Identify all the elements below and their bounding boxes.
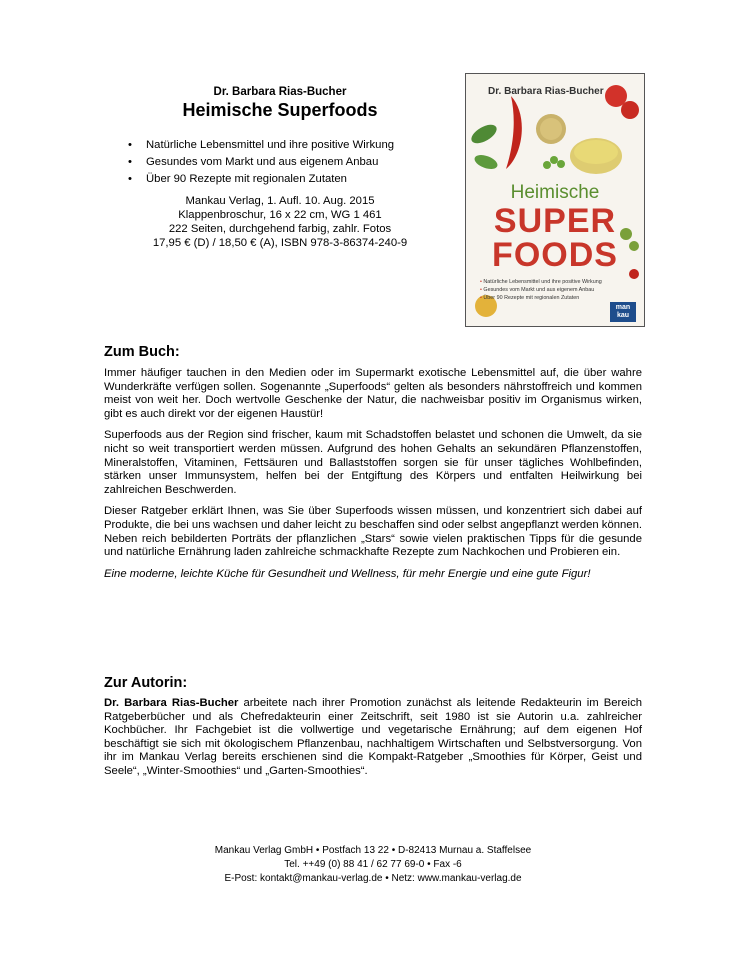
cover-title-line1: Heimische bbox=[510, 182, 600, 203]
author-bio-text: arbeitete nach ihrer Promotion zunächst als leitende Redakteurin im Bereich Ratgeberbücher und als Chefredakteurin einer Zeitschrift, seit 1980 ist sie Autorin u.a. zahlreicher Kochbücher. Ihr Fachgebiet ist die vollwertige und vegetarische Ernährung; auf dem eigenen Hof beschäftigt sie sich mit ökologischem Pflanzenbau, nachhaltigem Wirtschaften und Selbstversorgung. Von ihr im Mankau Verlag bereits erschienen sind die Kompakt-Ratgeber „Smoothies für Körper, Geist und Seele“, „Winter-Smoothies“ und „Garten-Smoothies“. bbox=[104, 697, 642, 777]
feature-item: • Gesundes vom Markt und aus eigenem Anbau bbox=[128, 154, 460, 171]
paragraph: Immer häufiger tauchen in den Medien oder im Supermarkt exotische Lebensmittel auf, die über wahre Wunderkräfte verfügen sollen. Sogenannte „Superfoods“ gelten als besonders nährstoffreich und kommen meist von weit her. Doch wertvolle Geschenke der Natur, die nachweisbar positiv im Organismus wirken, gibt es auch direkt vor der eigenen Haustür! bbox=[104, 367, 642, 420]
footer-contact: E-Post: kontakt@mankau-verlag.de • Netz: www.mankau-verlag.de bbox=[224, 873, 522, 884]
footer bbox=[0, 844, 746, 886]
book-title: Heimische Superfoods bbox=[182, 100, 378, 120]
publication-info bbox=[100, 194, 460, 250]
paragraph: Dieser Ratgeber erklärt Ihnen, was Sie über Superfoods wissen müssen, und konzentriert sich dabei auf Produkte, die bei uns wachsen und daher leicht zu beschaffen sind oder selbst angepflanzt werden können. Neben reich bebilderten Porträts der pflanzlichen „Stars“ sowie vielen praktischen Tipps für die gesunde und natürliche Ernährung laden zahlreiche schmackhafte Rezepte zum Nachkochen und Probieren ein. bbox=[104, 505, 643, 559]
cover-feature-item: • Natürliche Lebensmittel und ihre positive Wirkung bbox=[480, 278, 640, 286]
cover-title-line2: SUPER bbox=[493, 202, 617, 240]
paragraph: Superfoods aus der Region sind frischer, kaum mit Schadstoffen belastet und schonen die Umwelt, da sie nicht so weit transportiert werden müssen. Aufgrund des hohen Gehalts an sekundären Pflanzenstoffen, Mineralstoffen, Vitaminen, Fettsäuren und Ballaststoffen sorgen sie für unser tägliches Wohlbefinden, stärken unser Immunsystem, helfen bei der Entgiftung des Körpers und entfalten Heilwirkung bei zahlreichen Beschwerden. bbox=[104, 429, 642, 496]
feature-item: • Natürliche Lebensmittel und ihre positive Wirkung bbox=[128, 137, 460, 154]
cover-author: Dr. Barbara Rias-Bucher bbox=[488, 86, 604, 97]
header-block bbox=[100, 86, 460, 250]
footer-address: Mankau Verlag GmbH • Postfach 13 22 • D-82413 Murnau a. Staffelsee bbox=[214, 845, 532, 856]
publisher-logo bbox=[610, 302, 636, 322]
closing-statement: Eine moderne, leichte Küche für Gesundheit und Wellness, für mehr Energie und eine gute Figur! bbox=[104, 567, 591, 580]
pubinfo-line: Mankau Verlag, 1. Aufl. 10. Aug. 2015 bbox=[185, 195, 375, 207]
cover-title-line3: FOODS bbox=[492, 236, 618, 274]
footer-phone: Tel. ++49 (0) 88 41 / 62 77 69-0 • Fax -6 bbox=[284, 859, 462, 870]
author-bio bbox=[104, 697, 642, 779]
pubinfo-line: Klappenbroschur, 16 x 22 cm, WG 1 461 bbox=[178, 209, 382, 221]
zum-buch-body bbox=[104, 367, 642, 589]
section-heading-zum-buch: Zum Buch: bbox=[104, 344, 180, 360]
pubinfo-line: 222 Seiten, durchgehend farbig, zahlr. Fotos bbox=[168, 223, 392, 235]
feature-list bbox=[128, 137, 460, 188]
logo-top: man bbox=[615, 304, 631, 311]
author-bio-name: Dr. Barbara Rias-Bucher bbox=[104, 697, 239, 709]
pubinfo-line: 17,95 € (D) / 18,50 € (A), ISBN 978-3-86374-240-9 bbox=[152, 237, 408, 249]
cover-feature-list bbox=[480, 278, 640, 302]
zur-autorin-body bbox=[104, 697, 642, 787]
author-name: Dr. Barbara Rias-Bucher bbox=[213, 86, 347, 98]
cover-feature-item: • Gesundes vom Markt und aus eigenem Anbau bbox=[480, 286, 640, 294]
cover-feature-item: • Über 90 Rezepte mit regionalen Zutaten bbox=[480, 294, 640, 302]
section-heading-zur-autorin: Zur Autorin: bbox=[104, 675, 188, 691]
book-cover-image bbox=[465, 73, 645, 327]
logo-bottom: kau bbox=[616, 312, 630, 319]
feature-item: • Über 90 Rezepte mit regionalen Zutaten bbox=[128, 171, 460, 188]
